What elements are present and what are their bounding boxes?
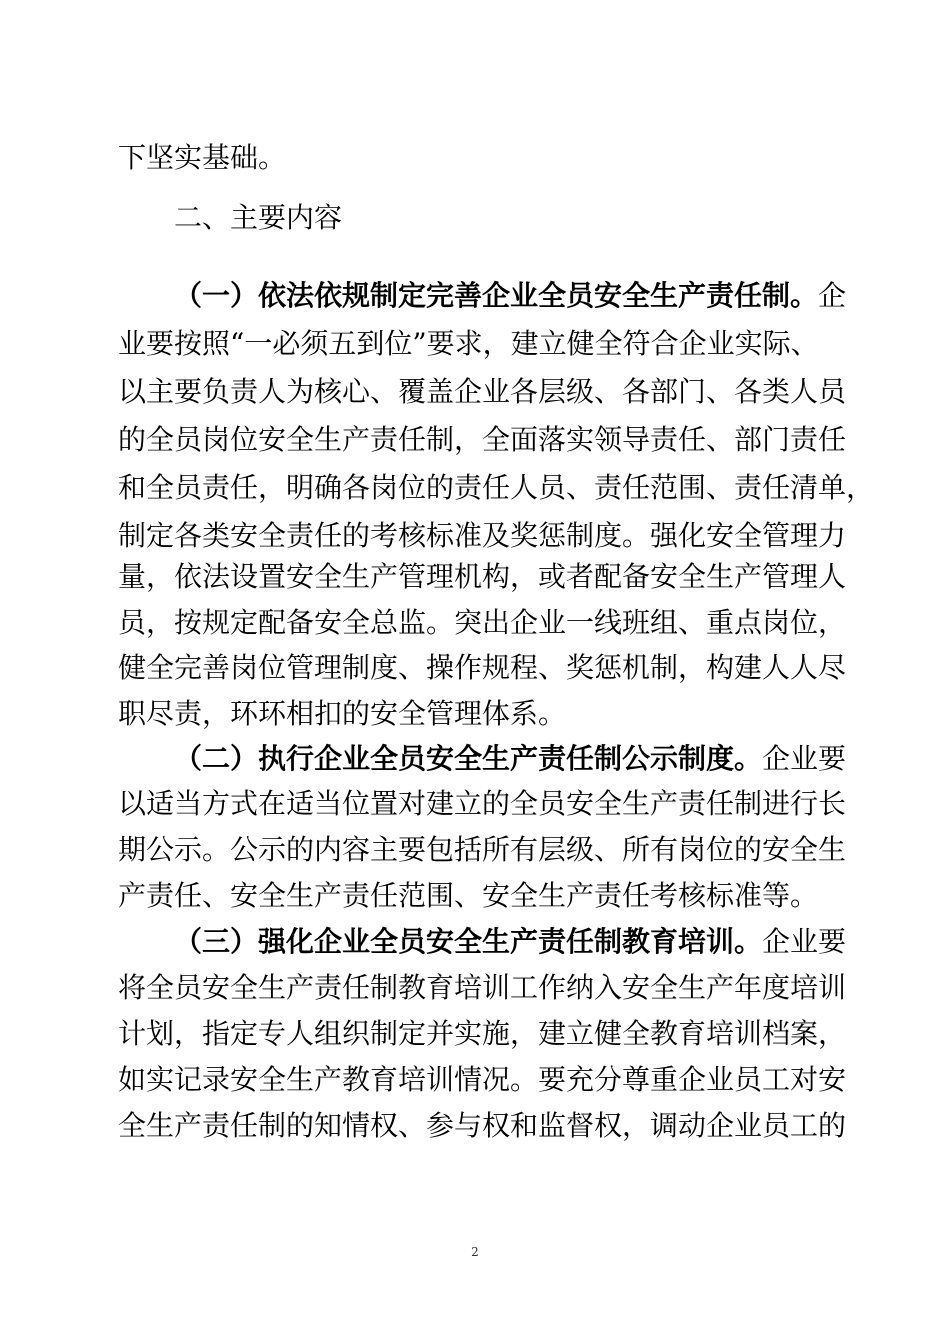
item-heading-3: （三）强化企业全员安全生产责任制教育培训。: [174, 925, 763, 958]
paragraph-first-line: [174, 739, 846, 779]
paragraph-first-line: [174, 276, 846, 316]
page-number: 2: [471, 1245, 479, 1259]
body-line: 的全员岗位安全生产责任制，全面落实领导责任、部门责任: [118, 423, 847, 456]
body-line: 产责任、安全生产责任范围、安全生产责任考核标准等。: [118, 879, 819, 912]
body-line: 期公示。公示的内容主要包括所有层级、所有岗位的安全生: [118, 833, 847, 866]
body-line: 全生产责任制的知情权、参与权和监督权，调动企业员工的: [118, 1109, 847, 1142]
body-line: 健全完善岗位管理制度、操作规程、奖惩机制，构建人人尽: [118, 651, 847, 684]
body-line: 员，按规定配备安全总监。突出企业一线班组、重点岗位，: [118, 606, 847, 639]
section-heading: 二、主要内容: [174, 201, 343, 234]
body-line: 将全员安全生产责任制教育培训工作纳入安全生产年度培训: [118, 971, 847, 1004]
body-line: 量，依法设置安全生产管理机构，或者配备安全生产管理人: [118, 560, 847, 593]
body-line: 职尽责，环环相扣的安全管理体系。: [118, 697, 567, 730]
body-line: 如实记录安全生产教育培训情况。要充分尊重企业员工对安: [118, 1063, 847, 1096]
paragraph-first-line: [174, 922, 846, 962]
body-line: 以适当方式在适当位置对建立的全员安全生产责任制进行长: [118, 787, 847, 820]
body-line: 以主要负责人为核心、覆盖企业各层级、各部门、各类人员: [118, 375, 847, 408]
item-heading-1: （一）依法依规制定完善企业全员安全生产责任制。: [174, 279, 819, 312]
body-text: 企业要: [762, 742, 847, 775]
body-line: 制定各类安全责任的考核标准及奖惩制度。强化安全管理力: [118, 519, 847, 552]
body-text: 企: [818, 279, 847, 312]
item-heading-2: （二）执行企业全员安全生产责任制公示制度。: [174, 742, 763, 775]
body-line: 下坚实基础。: [118, 141, 287, 174]
body-line: 计划，指定专人组织制定并实施，建立健全教育培训档案，: [118, 1017, 847, 1050]
body-text: 企业要: [762, 925, 847, 958]
body-line: 业要按照“一必须五到位”要求，建立健全符合企业实际、: [118, 327, 819, 360]
body-line: 和全员责任，明确各岗位的责任人员、责任范围、责任清单，: [118, 471, 875, 504]
